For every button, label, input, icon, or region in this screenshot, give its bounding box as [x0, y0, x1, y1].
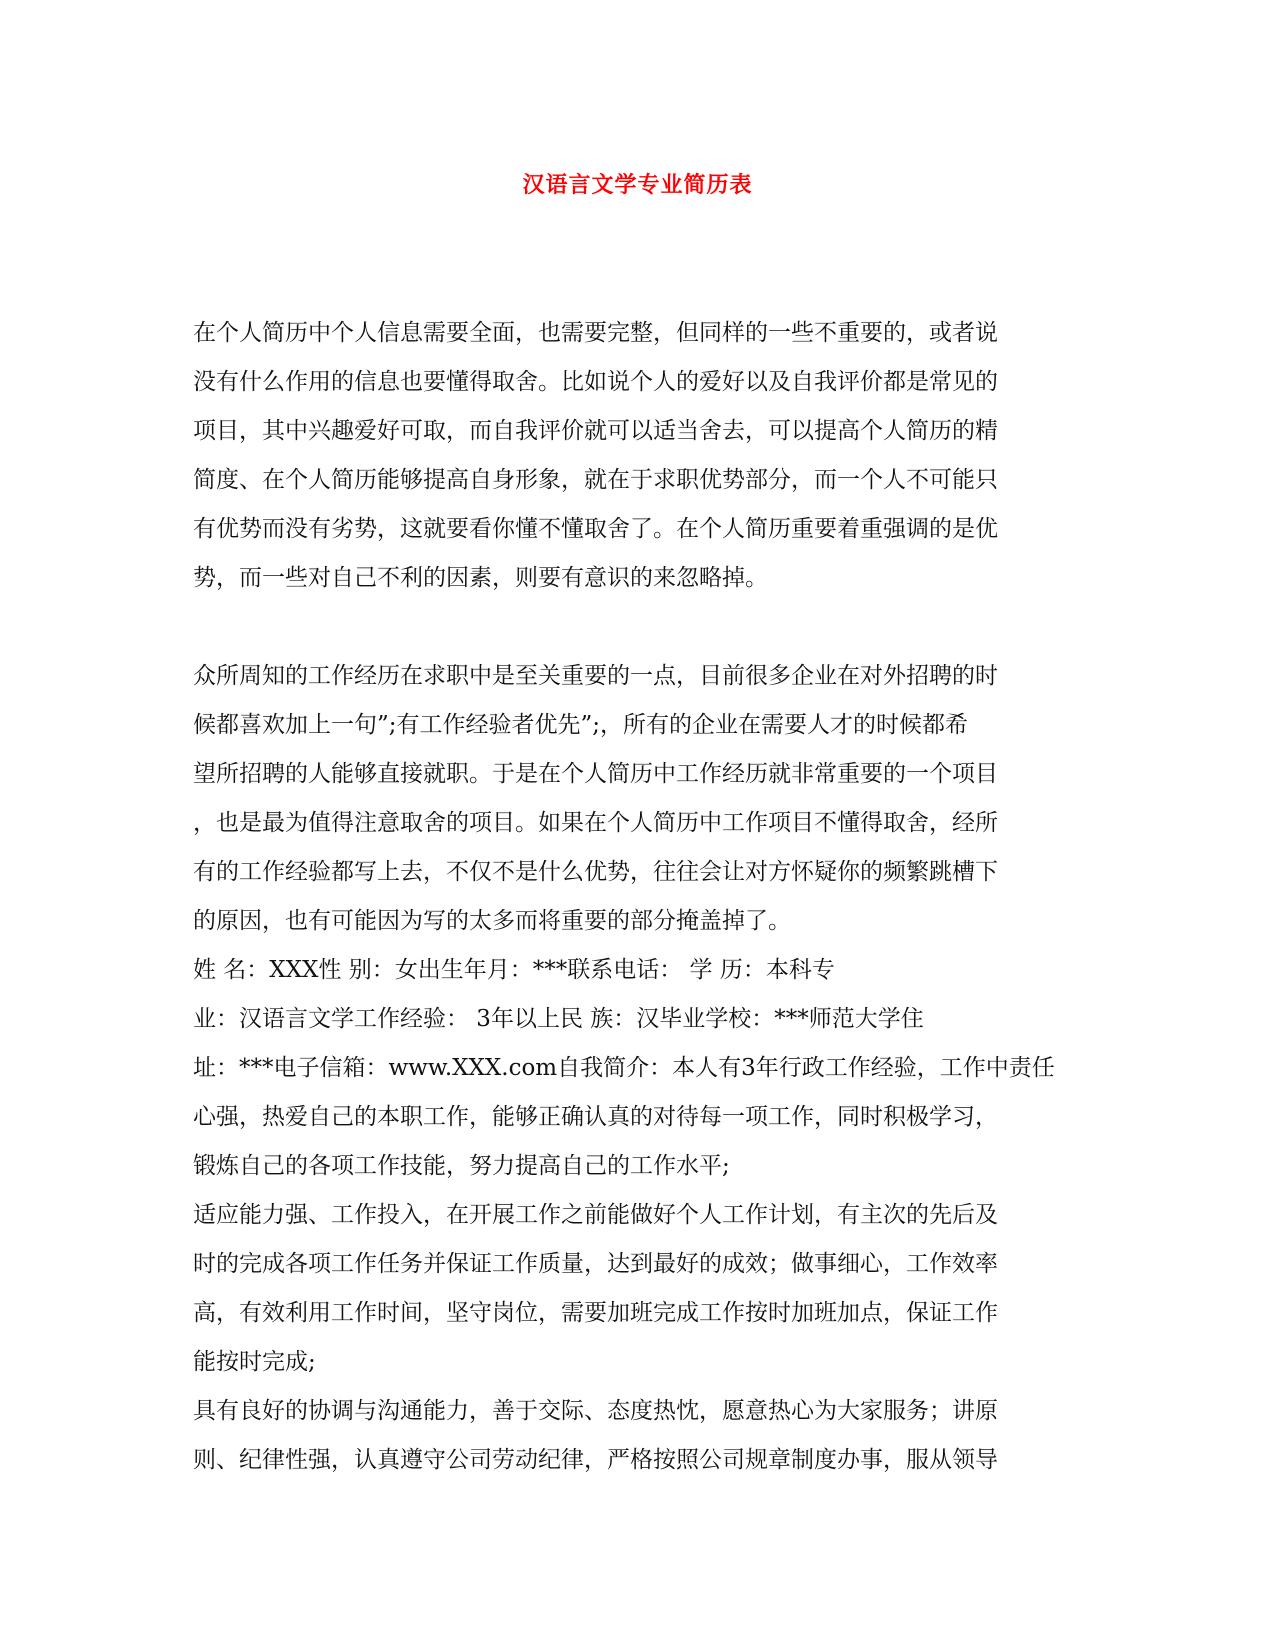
- text-line: 在个人简历中个人信息需要全面，也需要完整，但同样的一些不重要的，或者说: [193, 320, 998, 346]
- text-line: 项目，其中兴趣爱好可取，而自我评价就可以适当舍去，可以提高个人简历的精: [193, 418, 998, 444]
- text-line: 有的工作经验都写上去，不仅不是什么优势，往往会让对方怀疑你的频繁跳槽下: [193, 859, 998, 885]
- paragraph-resume-info-advice: [193, 309, 1080, 603]
- text-line: 候都喜欢加上一句”;有工作经验者优先”;，所有的企业在需要人才的时候都希: [193, 712, 969, 738]
- text-line: 高，有效利用工作时间，坚守岗位，需要加班完成工作按时加班加点，保证工作: [193, 1300, 998, 1326]
- text-line: 时的完成各项工作任务并保证工作质量，达到最好的成效；做事细心，工作效率: [193, 1251, 998, 1277]
- page-title: 汉语言文学专业简历表: [522, 172, 753, 198]
- text-line: ，也是最为值得注意取舍的项目。如果在个人简历中工作项目不懂得取舍，经所: [193, 810, 998, 836]
- text-line: 的原因，也有可能因为写的太多而将重要的部分掩盖掉了。: [193, 908, 791, 934]
- text-line: 适应能力强、工作投入，在开展工作之前能做好个人工作计划，有主次的先后及: [193, 1202, 998, 1228]
- text-line: 没有什么作用的信息也要懂得取舍。比如说个人的爱好以及自我评价都是常见的: [193, 369, 998, 395]
- resume-strength-communication: [193, 1387, 1080, 1485]
- text-line: 势，而一些对自己不利的因素，则要有意识的来忽略掉。: [193, 565, 768, 591]
- text-line: 则、纪律性强，认真遵守公司劳动纪律，严格按照公司规章制度办事，服从领导: [193, 1447, 998, 1473]
- document-body: [193, 309, 1080, 1485]
- text-line: 有优势而没有劣势，这就要看你懂不懂取舍了。在个人简历重要着重强调的是优: [193, 516, 998, 542]
- text-line: 望所招聘的人能够直接就职。于是在个人简历中工作经历就非常重要的一个项目: [193, 761, 998, 787]
- text-line: 业：汉语言文学工作经验： 3年以上民 族：汉毕业学校：***师范大学住: [193, 1006, 924, 1032]
- text-line: 址：***电子信箱：www.XXX.com自我简介：本人有3年行政工作经验，工作中责任: [193, 1055, 1055, 1081]
- text-line: 简度、在个人简历能够提高自身形象，就在于求职优势部分，而一个人不可能只: [193, 467, 998, 493]
- text-line: 具有良好的协调与沟通能力，善于交际、态度热忱，愿意热心为大家服务；讲原: [193, 1398, 998, 1424]
- text-line: 心强，热爱自己的本职工作，能够正确认真的对待每一项工作，同时积极学习，: [193, 1104, 998, 1130]
- text-line: 众所周知的工作经历在求职中是至关重要的一点，目前很多企业在对外招聘的时: [193, 663, 998, 689]
- text-line: 能按时完成;: [193, 1349, 316, 1375]
- paragraph-work-experience-advice: [193, 652, 1080, 946]
- text-line: 姓 名：XXX性 别：女出生年月：***联系电话： 学 历：本科专: [193, 957, 835, 983]
- resume-personal-info: [193, 946, 1080, 1191]
- text-line: 锻炼自己的各项工作技能，努力提高自己的工作水平;: [193, 1153, 730, 1179]
- resume-strength-adaptability: [193, 1191, 1080, 1387]
